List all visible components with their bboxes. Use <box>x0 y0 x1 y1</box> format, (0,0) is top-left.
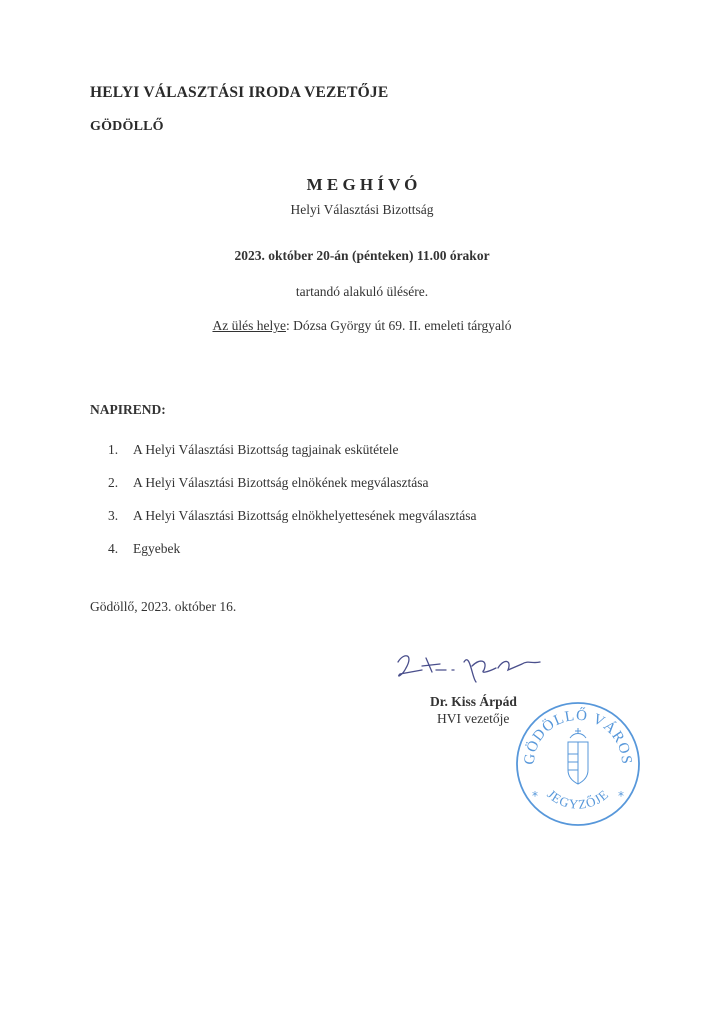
svg-text:JEGYZŐJE: JEGYZŐJE <box>544 786 612 812</box>
agenda-item-number: 1. <box>108 442 119 457</box>
agenda-item-number: 4. <box>108 541 119 556</box>
venue-text: : Dózsa György út 69. II. emeleti tárgyaló <box>285 318 512 333</box>
agenda-item: A Helyi Választási Bizottság tagjainak eskütétele <box>133 442 399 457</box>
venue-label: Az ülés helye <box>212 318 286 333</box>
signatory-title: HVI vezetője <box>437 711 510 726</box>
svg-text:GÖDÖLLŐ VÁROS: GÖDÖLLŐ VÁROS <box>521 707 635 766</box>
agenda-item: Egyebek <box>133 541 181 556</box>
coat-of-arms-icon <box>568 728 588 784</box>
meeting-venue <box>0 318 724 334</box>
invitation-title: M E G H Í V Ó <box>306 175 418 194</box>
agenda-item-number: 2. <box>108 475 119 490</box>
agenda-item: A Helyi Választási Bizottság elnökének megválasztása <box>133 475 429 490</box>
place-and-date: Gödöllő, 2023. október 16. <box>90 599 237 614</box>
office-heading: HELYI VÁLASZTÁSI IRODA VEZETŐJE <box>90 84 389 101</box>
official-stamp <box>512 698 644 830</box>
meeting-purpose: tartandó alakuló ülésére. <box>295 284 429 299</box>
meeting-datetime: 2023. október 20-án (pénteken) 11.00 órakor <box>234 248 490 263</box>
committee-name: Helyi Választási Bizottság <box>290 202 434 217</box>
svg-text:*: * <box>532 789 538 803</box>
city-heading: GÖDÖLLŐ <box>90 119 164 134</box>
svg-text:*: * <box>618 789 624 803</box>
agenda-item: A Helyi Választási Bizottság elnökhelyettesének megválasztása <box>133 508 477 523</box>
handwritten-signature <box>392 648 542 688</box>
agenda-title: NAPIREND: <box>90 402 166 417</box>
agenda-item-number: 3. <box>108 508 119 523</box>
signatory-name: Dr. Kiss Árpád <box>430 694 517 709</box>
